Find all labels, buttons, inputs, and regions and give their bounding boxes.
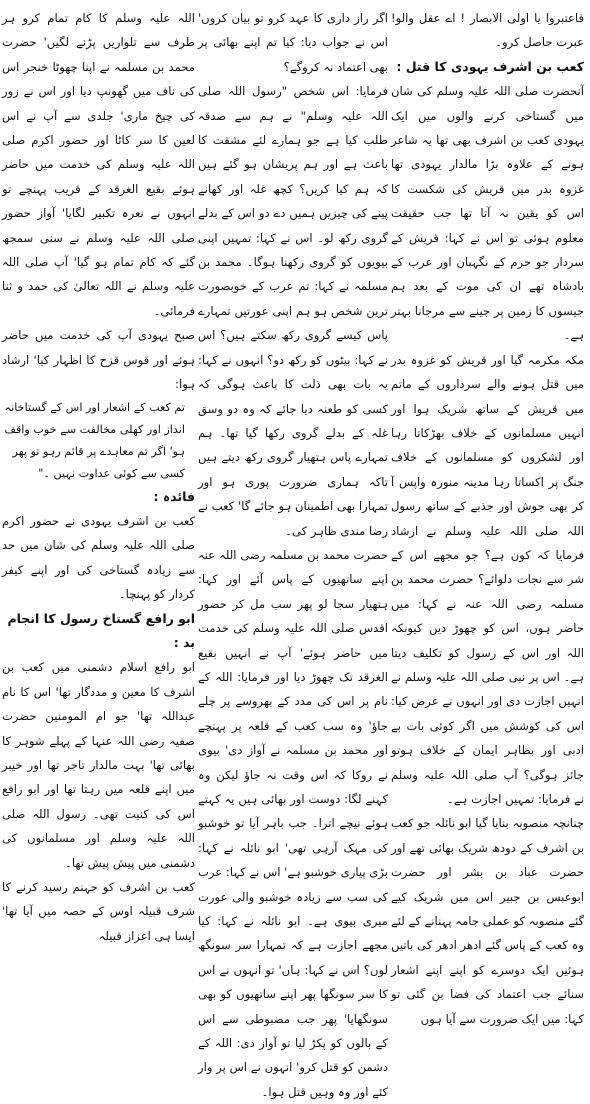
section-heading: کعب بن اشرف یہودی کا قتل : [396,58,584,74]
poem-line: تم کعب کے اشعار اور اس کے گستاخانہ انداز اور کھلی مخالفت سے خوب واقف ہو' اگر تم معاہدے پر قائم رہو تو پھر کسی سے کوئی عداوت نہیں ۔" [4,400,185,480]
paragraph: فاعتبروا یا اولی الابصار ! اے عقل والو! عبرت حاصل کرو۔ [391,11,584,50]
paragraph: ابو رافع اسلام دشمنی میں کعب بن اشرف کا معین و مددگار تھا' اس کا نام عبداللہ تھا' جو ام المومنین حضرت صفیہ رضی اللہ عنہا کے پہلے شوہر کا بھائی تھا' بہت مالدار تاجر تھا اور خیبر میں اپنے قلعہ میں رہتا تھا اور ابو رافع اس کی کنیت تھی۔ رسول اللہ صلی اللہ علیہ وسلم اور مسلمانوں کی دشمنی میں پیش پیش تھا۔ [2,660,195,870]
column-right [391,6,584,1104]
paragraph: اللہ علیہ وسلم کا کام تمام کرو ہر طرف سے تلواریں پڑنے لگیں' حضرت محمد بن مسلمہ نے اپنا چھوٹا خنجر اس کی ناف میں گھونپ دیا اور اس نے زور کی چیخ ماری' جلدی سے آپ نے اس لعین کا سر کاٹا اور حضور اکرم صلی اللہ علیہ وسلم کی خدمت میں حاضر ہوئے بقیع الغرقد کے قریب پہنچے تو انہوں نے نعرہ تکبیر لگایا' آواز حضور صلی اللہ علیہ وسلم نے سنی سمجھ گئے کہ کام تمام ہو گیا' آپ صلی اللہ علیہ وسلم نے اللہ تعالیٰ کی حمد و ثنا فرمائی۔ [2,11,195,318]
paragraph: چنانچہ منصوبہ بنایا گیا ابو نائلہ جو کعب بن اشرف کے دودھ شریک بھائی تھے اور حضرت عباد بن بشر اور حضرت ابوعبس بن جبیر اس میں شریک کیے گئے منصوبہ کو عملی جامہ پہنانے کے لئے وہ کعب کے پاس گئے ادھر ادھر کی باتیں ہوئیں ایک دوسرے کو اپنے اپنے اشعار سنائے جب اعتماد کی فضا بن گئی تو کہا: میں ایک ضرورت سے آیا ہوں [391,816,584,1026]
column-left [2,6,195,1104]
paragraph: حضرت محمد بن مسلمہ رضی اللہ عنہ اپنے ساتھیوں کے پاس آئے اور کہا: ہتھیار سجا لو پھر سب مل کر حضور اقدس صلی اللہ علیہ وسلم کی خدمت میں حاضر ہوئے' آپ نے انہیں بقیع الغرقد تک چھوڑ دیا اور فرمایا: اللہ کے نام پر اس کی مدد کے بھروسے پر چلے جاؤ' وہ سب کعب کے قلعہ پر پہنچے اور محمد بن مسلمہ نے آواز دی' بیوی نے روکا کہ اس وقت نہ جاؤ لیکن وہ کہنے لگا: دوست اور بھائی ہیں یہ کہتے ہوئے نیچے اترا۔ جب باہر آیا تو خوشبو کی مہک آرہی تھی' ابو نائلہ نے کہا: بڑی پیاری خوشبو ہے' اس نے کہا: عرب کی سب سے زیادہ خوشبو والی عورت میری بیوی ہے۔ ابو نائلہ نے کہا: کیا مجھے اجازت ہے کہ تمہارا سر سونگھ لوں؟ اس نے کہا: ہاں' تو انہوں نے اس کا سر سونگھا پھر اپنے ساتھیوں کو بھی سونگھایا' پھر جب مضبوطی سے اس کے بالوں کو پکڑ لیا تو آواز دی: اللہ کے دشمن کو قتل کرو' انہوں نے اس پر وار کئے اور وہ وہیں قتل ہوا۔ [198,547,388,1099]
paragraph: کعب بن اشرف کو جہنم رسید کرنے کا شرف قبیلہ اوس کے حصہ میں آیا تھا' ایسا ہی اعزاز قبیلہ [2,880,195,943]
section-heading: فائدہ : [153,488,195,504]
paragraph: صبح یہودی آپ کی خدمت میں حاضر ہوئے اور قوس قزح کا اظہار کیا' ارشاد ہوا: [2,328,195,392]
paragraph: اگر راز داری کا عہد کرو تو بیان کروں' اس نے جواب دیا: کیا تم اپنے بھائی پر بھی اعتماد نہ کروگے؟ [198,11,388,74]
column-middle [198,6,388,1104]
paragraph: مکہ مکرمہ گیا اور قریش کو غزوہ بدر میں قتل ہونے والے سرداروں کے ماتم میں قریش کے ساتھ شریک ہوا اور انہیں مسلمانوں کے خلاف بھڑکاتا رہا اور لشکروں کو مسلمانوں کے خلاف جنگ پر اکساتا رہا مدینہ منورہ واپس آ کر بھی جوش اور جذبے کے ساتھ رسول اللہ صلی اللہ علیہ وسلم نے ارشاد فرمایا کہ کون ہے؟ جو مجھے اس کے شر سے نجات دلوائے؟ حضرت محمد بن مسلمہ رضی اللہ عنہ نے کہا: میں حاضر ہوں، اس کو چھوڑ دیں کیونکہ اللہ اور اس کے رسول کو تکلیف دیتا ہے۔ اس پر نبی صلی اللہ علیہ وسلم نے انہیں اجازت دی اور انہوں نے عرض کیا: اس کی کوشش میں اگر کوئی بات بے ادبی اور بظاہر ایمان کے خلاف ہوتو جائز ہوگی؟ آپ صلی اللہ علیہ وسلم نے فرمایا: تمہیں اجازت ہے۔ [391,352,584,806]
paragraph: کعب بن اشرف یہودی نے حضور اکرم صلی اللہ علیہ وسلم کی شان میں حد سے زیادہ گستاخی کی اور اپنے کیفر کردار کو پہنچا۔ [2,513,195,602]
paragraph: فرمایا: اس شخص "رسول اللہ صلی اللہ علیہ وسلم" نے ہم سے صدقہ طلب کیا ہے جو ہمارے لئے مشقت کا باعث ہے اور ہم پریشان ہو گئے ہیں کہ ہم کیا کریں؟ کچھ غلہ اور کھانے پینے کی چیزیں ہمیں دے دو اس کے بدلے گروی رکھ لو۔ اس نے کہا: تمہیں اپنی بیویوں کو گروی رکھنا ہوگا۔ محمد بن مسلمہ نے کہا: تم عرب کے خوبصورت ترین شخص ہو ہم اپنی عورتیں تمہارے پاس کیسے گروی رکھ سکتے ہیں؟ اس نے کہا: بیٹوں کو رکھ دو؟ انہوں نے کہا: یہ بات بھی ذلت کا باعث ہوگی کہ کسی کو طعنہ دیا جائے کہ وہ دو وسق غلہ کے بدلے گروی رکھا گیا تھا۔ ہم تمہارے پاس ہتھیار گروی رکھ دیتے ہیں تاکہ ہماری ضرورت پوری ہو اور تمہارا بھی اطمینان ہو جائے گا' کعب نے رضا مندی ظاہر کی۔ [198,84,388,538]
paragraph: آنحضرت صلی اللہ علیہ وسلم کی شان میں گستاخی کرنے والوں میں ایک یہودی کعب بن اشرف بھی تھا یہ شاعر ہونے کے علاوہ بڑا مالدار یہودی تھا غزوہ بدر میں قریش کی شکست کا اس کو یقین نہ آتا تھا جب حقیقت معلوم ہوئی تو اس نے کہا: قریش کے سردار جو حرم کے نگہبان اور عرب کے بادشاہ تھے ان کی موت کے بعد ہم جیسوں کا زمین پر جینے سے مرجانا بہتر ہے۔ [391,84,584,343]
section-heading: ابو رافع گستاخ رسول کا انجام بد : [7,610,195,650]
